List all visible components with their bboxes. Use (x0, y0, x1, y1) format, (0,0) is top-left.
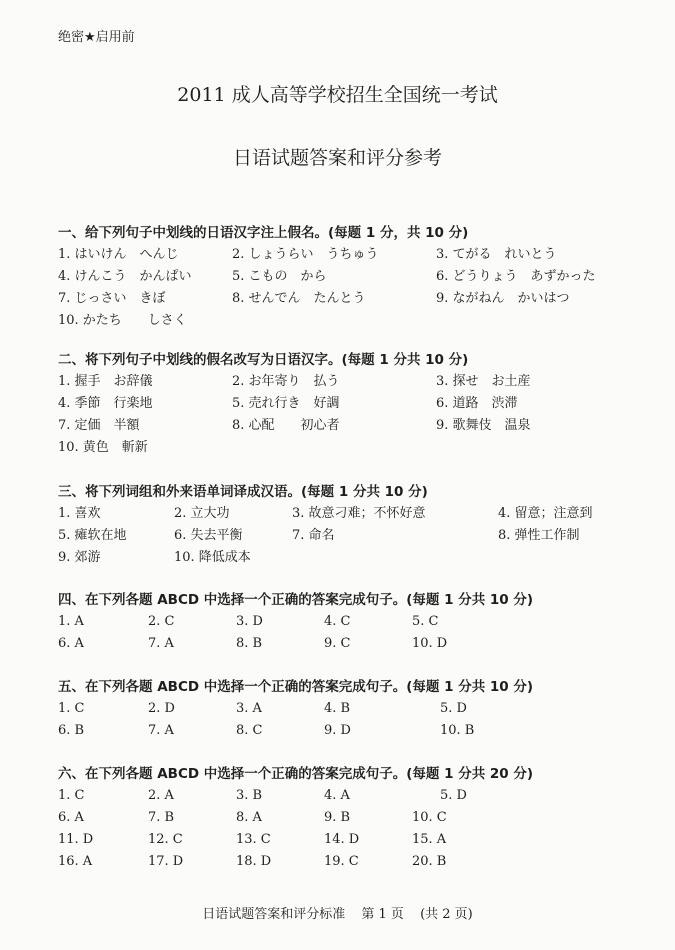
answer-item: 9. D (324, 723, 351, 738)
footer-doc-name: 日语试题答案和评分标准 (202, 907, 346, 922)
answer-item: 7. じっさい きぼ (58, 291, 166, 306)
answer-item: 14. D (324, 832, 360, 847)
answer-item: 6. B (58, 723, 85, 738)
answer-item: 1. はいけん へんじ (58, 247, 179, 262)
answer-item: 5. C (412, 614, 439, 629)
answer-row (58, 393, 638, 415)
answer-item: 6. 失去平衡 (174, 528, 243, 543)
answer-item: 5. こもの から (232, 269, 327, 284)
answer-row (58, 611, 638, 633)
answer-item: 1. 握手 お辞儀 (58, 374, 153, 389)
answer-item: 4. 留意；注意到 (498, 506, 593, 521)
answer-item: 7. B (148, 810, 175, 825)
answer-item: 20. B (412, 854, 447, 869)
answer-item: 2. C (148, 614, 175, 629)
answer-item: 7. A (148, 636, 174, 651)
page-footer (0, 903, 675, 922)
answer-item: 8. 心配 初心者 (232, 418, 340, 433)
footer-total-pages: (共 2 页) (420, 907, 473, 922)
answer-item: 7. 命名 (292, 528, 335, 543)
answer-item: 4. B (324, 701, 351, 716)
answer-item: 2. D (148, 701, 175, 716)
answer-row (58, 633, 638, 655)
section-2 (58, 350, 638, 459)
section-3 (58, 482, 638, 569)
document-title: 日语试题答案和评分参考 (232, 147, 442, 169)
answer-item: 10. 降低成本 (174, 550, 251, 565)
answer-item: 3. A (236, 701, 262, 716)
section-heading: 四、在下列各题 ABCD 中选择一个正确的答案完成句子。(每题 1 分共 10 分) (58, 592, 534, 608)
answer-row (58, 310, 638, 332)
answer-item: 6. A (58, 810, 84, 825)
answer-row (58, 503, 638, 525)
answer-item: 8. せんでん たんとう (232, 291, 366, 306)
section-5 (58, 677, 638, 742)
answer-item: 9. 郊游 (58, 550, 101, 565)
answer-item: 15. A (412, 832, 447, 847)
answer-item: 17. D (148, 854, 184, 869)
answer-row (58, 829, 638, 851)
section-4 (58, 590, 638, 655)
section-heading: 六、在下列各题 ABCD 中选择一个正确的答案完成句子。(每题 1 分共 20 分) (58, 766, 534, 782)
answer-item: 5. 売れ行き 好調 (232, 396, 340, 411)
answer-item: 8. B (236, 636, 263, 651)
answer-item: 19. C (324, 854, 359, 869)
answer-item: 13. C (236, 832, 271, 847)
answer-item: 6. どうりょう あずかった (436, 269, 596, 284)
answer-row (58, 807, 638, 829)
answer-row (58, 371, 638, 393)
section-heading: 五、在下列各题 ABCD 中选择一个正确的答案完成句子。(每题 1 分共 10 分) (58, 679, 534, 695)
answer-item: 16. A (58, 854, 93, 869)
answer-item: 4. A (324, 788, 350, 803)
answer-item: 11. D (58, 832, 94, 847)
section-heading: 二、将下列句子中划线的假名改写为日语汉字。(每题 1 分共 10 分) (58, 352, 469, 368)
answer-item: 18. D (236, 854, 272, 869)
answer-item: 3. D (236, 614, 263, 629)
answer-item: 9. 歌舞伎 温泉 (436, 418, 531, 433)
section-heading: 一、给下列句子中划线的日语汉字注上假名。(每题 1 分，共 10 分) (58, 225, 469, 241)
section-6 (58, 764, 638, 873)
answer-item: 5. D (440, 788, 467, 803)
answer-item: 12. C (148, 832, 183, 847)
answer-item: 4. C (324, 614, 351, 629)
answer-row (58, 525, 638, 547)
answer-row (58, 266, 638, 288)
answer-item: 3. 故意刁难；不怀好意 (292, 506, 426, 521)
answer-item: 2. A (148, 788, 174, 803)
section-heading: 三、将下列词组和外来语单词译成汉语。(每题 1 分共 10 分) (58, 484, 428, 500)
footer-page-number: 第 1 页 (361, 907, 404, 922)
answer-item: 7. A (148, 723, 174, 738)
answer-item: 9. B (324, 810, 351, 825)
answer-row (58, 720, 638, 742)
answer-row (58, 415, 638, 437)
answer-item: 8. C (236, 723, 263, 738)
answer-row (58, 244, 638, 266)
answer-item: 4. けんこう かんぱい (58, 269, 192, 284)
answer-row (58, 288, 638, 310)
answer-item: 2. 立大功 (174, 506, 230, 521)
answer-row (58, 785, 638, 807)
answer-item: 7. 定価 半額 (58, 418, 140, 433)
answer-item: 4. 季節 行楽地 (58, 396, 153, 411)
answer-item: 10. D (412, 636, 448, 651)
answer-row (58, 437, 638, 459)
answer-item: 5. 瘫软在地 (58, 528, 127, 543)
answer-item: 10. 黄色 斬新 (58, 440, 148, 455)
answer-item: 8. 弹性工作制 (498, 528, 580, 543)
answer-item: 10. かたち しさく (58, 313, 187, 328)
answer-item: 3. B (236, 788, 263, 803)
answer-item: 10. C (412, 810, 447, 825)
answer-row (58, 698, 638, 720)
answer-item: 3. てがる れいとう (436, 247, 557, 262)
answer-item: 9. C (324, 636, 351, 651)
answer-item: 8. A (236, 810, 262, 825)
answer-item: 1. C (58, 701, 85, 716)
answer-item: 1. 喜欢 (58, 506, 101, 521)
answer-item: 2. しょうらい うちゅう (232, 247, 379, 262)
answer-item: 3. 探せ お土産 (436, 374, 531, 389)
answer-item: 6. A (58, 636, 84, 651)
answer-row (58, 547, 638, 569)
answer-item: 1. A (58, 614, 84, 629)
answer-item: 1. C (58, 788, 85, 803)
answer-item: 9. ながねん かいはつ (436, 291, 570, 306)
section-1 (58, 223, 638, 332)
answer-item: 6. 道路 渋滞 (436, 396, 518, 411)
confidential-mark: 绝密★启用前 (58, 30, 135, 45)
exam-title: 2011 成人高等学校招生全国统一考试 (177, 84, 498, 106)
answer-item: 2. お年寄り 払う (232, 374, 340, 389)
answer-item: 10. B (440, 723, 475, 738)
answer-item: 5. D (440, 701, 467, 716)
answer-row (58, 851, 638, 873)
